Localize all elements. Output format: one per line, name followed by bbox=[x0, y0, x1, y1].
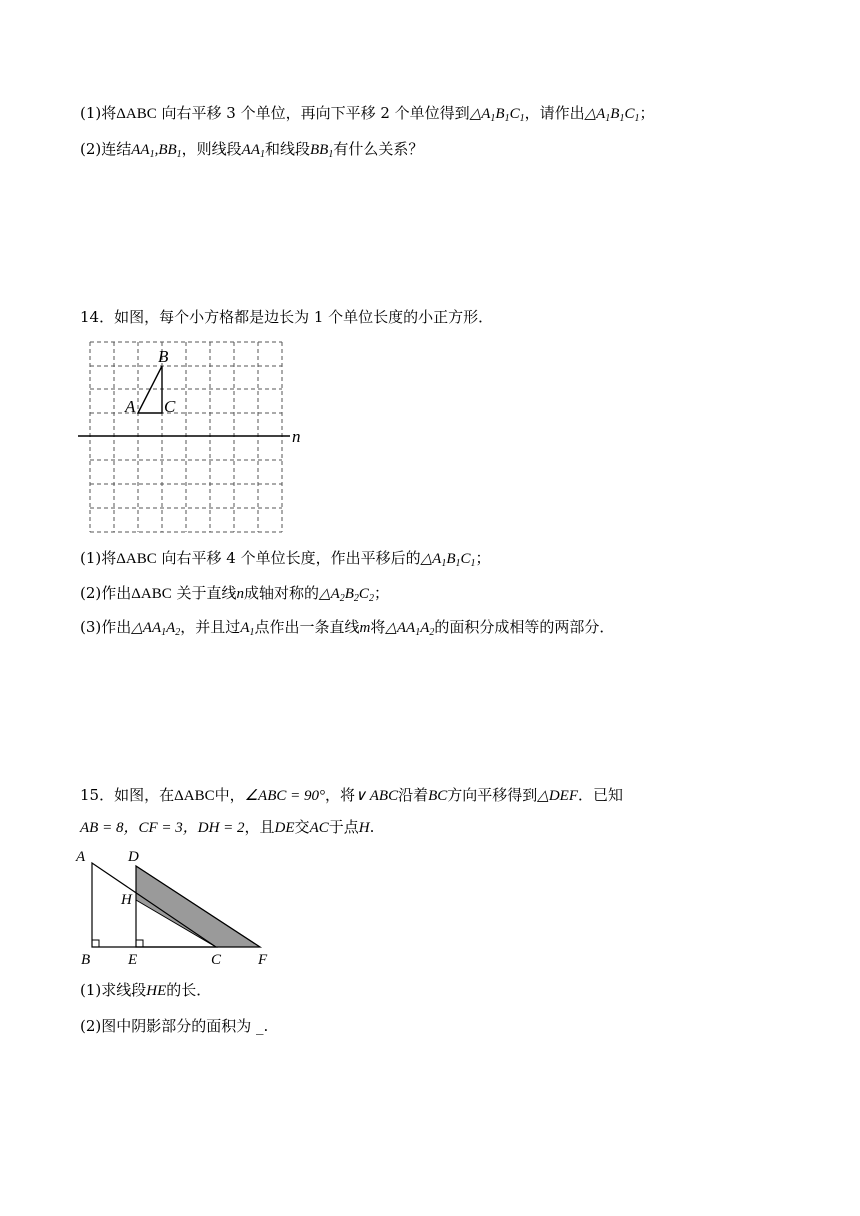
q14-part3-mid: ，并且过 bbox=[180, 618, 241, 636]
q15-stem2-mid: ，且 bbox=[244, 818, 275, 836]
q13-part1-tri: ΔABC bbox=[116, 106, 157, 122]
q15-stem-tri2: ∨ ABC bbox=[355, 788, 399, 804]
q14-part2-tri2: $\triangle A_2B_2C_2$ bbox=[319, 586, 374, 604]
q15-stem-tri: ΔABC bbox=[174, 788, 215, 804]
label-a: A bbox=[125, 397, 136, 416]
triangle-abc-15 bbox=[92, 863, 216, 947]
q14-figure bbox=[78, 338, 308, 542]
q13-part1-prefix: (1)将 bbox=[80, 104, 117, 122]
q15-stem2-pt: H bbox=[358, 820, 370, 836]
q15-part1 bbox=[80, 980, 211, 1001]
label-c: C bbox=[164, 397, 176, 416]
q13-part2-mid2: 和线段 bbox=[265, 140, 311, 158]
right-angle-b bbox=[92, 940, 99, 947]
q15-stem-mid4: 方向平移得到 bbox=[447, 786, 538, 804]
q15-given: AB = 8，CF = 3，DH = 2 bbox=[80, 820, 245, 836]
label-f: F bbox=[258, 952, 268, 968]
q15-figure bbox=[72, 846, 282, 976]
q15-stem-angle: ∠ABC = 90° bbox=[244, 788, 326, 804]
q15-stem2-seg1: DE bbox=[274, 820, 295, 836]
q13-part2-end: 有什么关系？ bbox=[333, 140, 424, 158]
q13-part2-seg1: $AA_1$ bbox=[241, 142, 265, 160]
q14-part1-tri2: $\triangle A_1B_1C_1$ bbox=[420, 551, 476, 569]
q15-stem-seg: BC bbox=[428, 788, 448, 804]
q14-grid-svg bbox=[78, 338, 308, 538]
q13-part1 bbox=[80, 103, 655, 124]
q15-stem2-seg2: AC bbox=[309, 820, 329, 836]
q15-stem2 bbox=[80, 817, 374, 838]
q14-grid-lines bbox=[90, 342, 282, 532]
q14-part3-mid2: 点作出一条直线 bbox=[254, 618, 360, 636]
q14-part1 bbox=[80, 548, 491, 569]
q13-part2 bbox=[80, 139, 423, 160]
q15-svg bbox=[72, 846, 282, 972]
q15-stem-mid3: 沿着 bbox=[398, 786, 429, 804]
q13-part1-end: ； bbox=[639, 104, 655, 122]
label-c-15: C bbox=[211, 952, 222, 968]
q15-stem-mid2: ，将 bbox=[325, 786, 356, 804]
label-d: D bbox=[128, 849, 139, 865]
q15-stem2-mid2: 交 bbox=[294, 818, 310, 836]
q15-stem-end: ．已知 bbox=[578, 786, 624, 804]
q13-part1-tri3: $\triangle A_1B_1C_1$ bbox=[584, 106, 640, 124]
q13-part2-prefix: (2)连结 bbox=[80, 140, 132, 158]
label-b-15: B bbox=[81, 952, 91, 968]
q13-part2-segs: $AA_1,BB_1$ bbox=[131, 142, 182, 160]
q15-part1-prefix: (1)求线段 bbox=[80, 981, 147, 999]
q14-part2 bbox=[80, 583, 389, 604]
q14-part3-end: 的面积分成相等的两部分． bbox=[434, 618, 615, 636]
q14-part3-prefix: (3)作出 bbox=[80, 618, 132, 636]
q14-part3-tri2: $\triangle AA_1A_2$ bbox=[385, 620, 435, 638]
q15-stem-prefix: 15．如图，在 bbox=[80, 786, 175, 804]
q14-part1-end: ； bbox=[475, 549, 491, 567]
q14-stem: 14．如图，每个小方格都是边长为 1 个单位长度的小正方形． bbox=[80, 308, 494, 326]
label-e: E bbox=[128, 952, 138, 968]
q14-part2-end: ； bbox=[373, 584, 389, 602]
label-b: B bbox=[158, 347, 169, 366]
q14-part3 bbox=[80, 617, 614, 638]
q15-stem-tri3: △DEF bbox=[537, 788, 578, 804]
q14-part2-mid: 关于直线 bbox=[171, 584, 237, 602]
q15-stem-mid: 中， bbox=[214, 786, 245, 804]
q14-part1-prefix: (1)将 bbox=[80, 549, 117, 567]
q14-part2-prefix: (2)作出 bbox=[80, 584, 132, 602]
q14-part2-tri: ΔABC bbox=[131, 586, 172, 602]
q14-part3-pt: $A_1$ bbox=[240, 620, 255, 638]
q13-part2-seg2: $BB_1$ bbox=[310, 142, 334, 160]
q15-stem bbox=[80, 785, 623, 806]
q13-part1-mid: 向右平移 3 个单位，再向下平移 2 个单位得到 bbox=[156, 104, 470, 122]
q14-part3-line: m bbox=[359, 620, 371, 636]
q15-part1-end: 的长． bbox=[166, 981, 212, 999]
q14-part3-tri: $\triangle AA_1A_2$ bbox=[131, 620, 181, 638]
right-angle-e bbox=[136, 940, 143, 947]
q15-stem2-end: . bbox=[369, 818, 375, 836]
label-h: H bbox=[121, 892, 132, 908]
label-n: n bbox=[292, 427, 301, 446]
q13-part1-tri2: $\triangle A_1B_1C_1$ bbox=[469, 106, 525, 124]
q15-stem2-mid3: 于点 bbox=[328, 818, 359, 836]
q13-part1-mid2: ，请作出 bbox=[524, 104, 585, 122]
label-a-15: A bbox=[76, 849, 86, 865]
q15-part2: (2)图中阴影部分的面积为 _. bbox=[80, 1017, 269, 1035]
q15-part1-seg: HE bbox=[146, 983, 167, 999]
q14-part2-mid2: 成轴对称的 bbox=[244, 584, 320, 602]
q14-part1-tri: ΔABC bbox=[116, 551, 157, 567]
q14-part3-mid3: 将 bbox=[370, 618, 386, 636]
q13-part2-mid: ，则线段 bbox=[181, 140, 242, 158]
q14-part1-mid: 向右平移 4 个单位长度，作出平移后的 bbox=[156, 549, 421, 567]
q14-part2-line: n bbox=[236, 586, 245, 602]
